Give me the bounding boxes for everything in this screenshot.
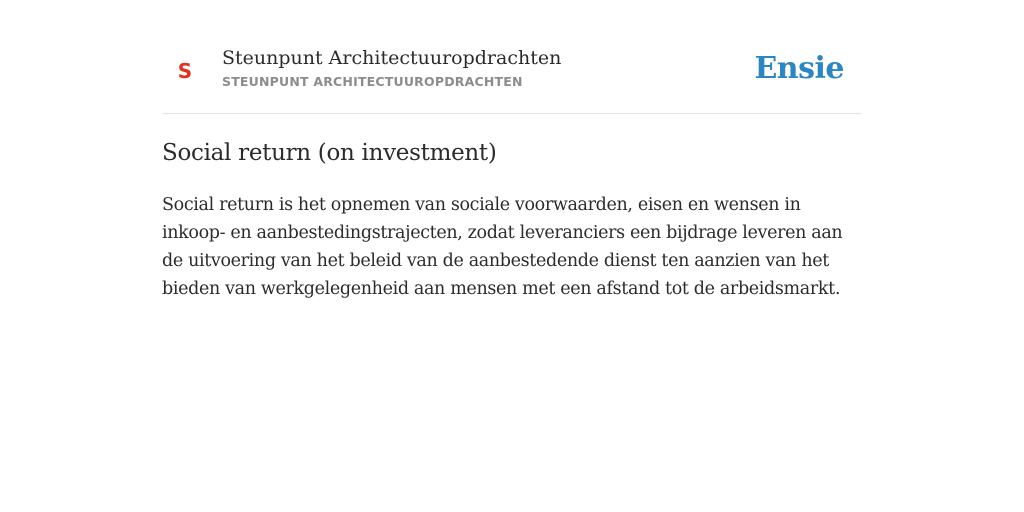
header bbox=[162, 42, 862, 114]
page bbox=[162, 0, 862, 303]
organization-logo[interactable]: S bbox=[177, 59, 193, 83]
organization-subtitle: STEUNPUNT ARCHITECTUUROPDRACHTEN bbox=[222, 74, 523, 89]
ensie-brand-logo[interactable]: Ensie bbox=[754, 51, 844, 86]
organization-info bbox=[222, 45, 561, 90]
article-body: Social return is het opnemen van sociale voorwaarden, eisen en wensen in inkoop- en aanbestedingstrajecten, zodat leveranciers een bijdrage leveren aan de uitvoering van het beleid van de aanbestedende dienst ten aanzien van het bieden van werkgelegenheid aan mensen met een afstand tot de arbeidsmarkt. bbox=[162, 195, 843, 299]
article-title: Social return (on investment) bbox=[162, 140, 497, 166]
organization-name[interactable]: Steunpunt Architectuuropdrachten bbox=[222, 47, 562, 69]
